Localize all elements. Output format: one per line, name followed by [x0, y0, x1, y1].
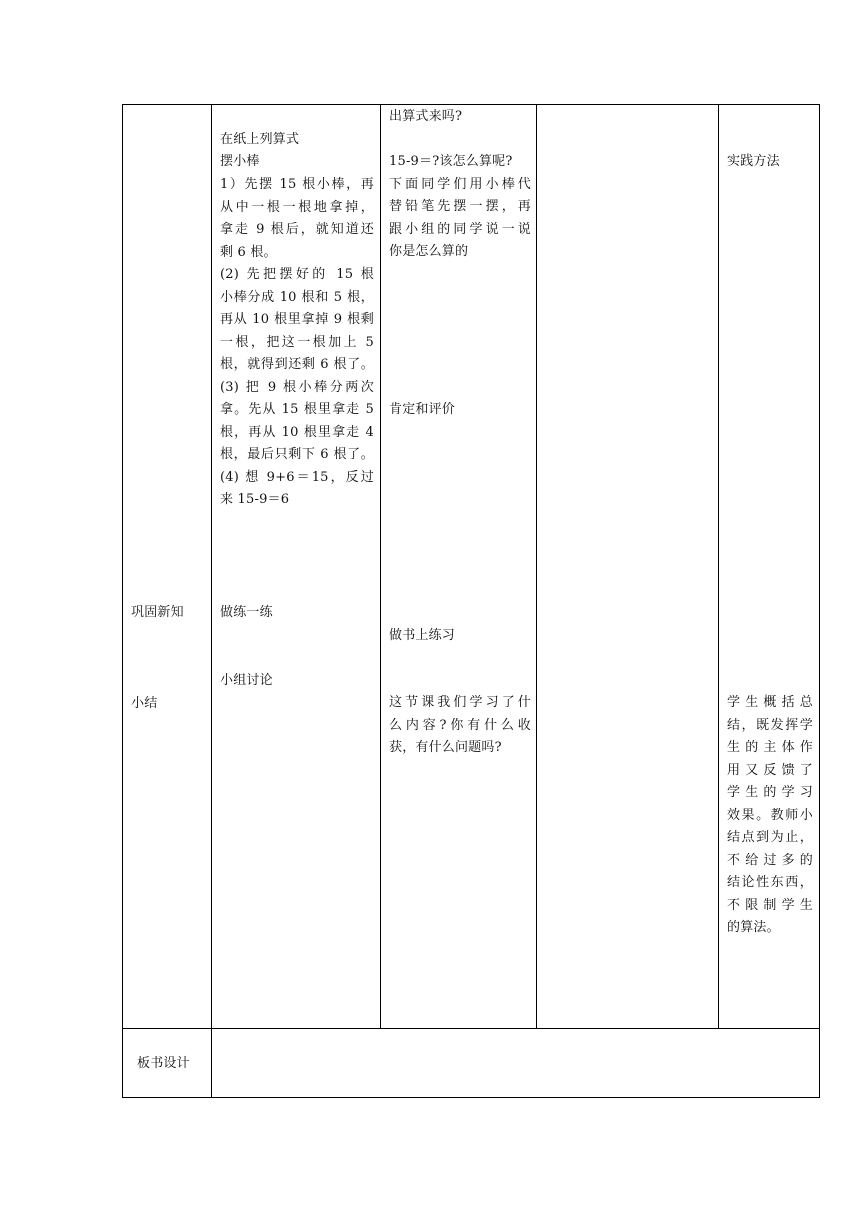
teacher-question-continued: 出算式来吗?	[389, 109, 463, 124]
teacher-question-block	[389, 151, 531, 264]
method-line: 再从 10 根里拿掉 9 根剩	[220, 312, 374, 327]
design-intent-line: 结点到为止，	[727, 830, 813, 845]
teacher-question-line: 替铅笔先摆一摆，再	[389, 199, 531, 214]
teacher-question-line: 15-9＝?该怎么算呢?	[389, 154, 513, 169]
design-intent-line: 不给过多的	[727, 852, 813, 868]
method-line: (2) 先把摆好的 15 根	[220, 267, 374, 282]
design-intent-practice-method: 实践方法	[727, 154, 780, 169]
student-activity-group-discussion: 小组讨论	[220, 673, 273, 688]
teacher-question-line: 跟小组的同学说一说	[389, 221, 531, 237]
method-line: 拿走 9 根后，就知道还	[220, 222, 374, 237]
method-line: 来 15-9＝6	[220, 492, 290, 507]
teacher-question-line: 你是怎么算的	[389, 244, 469, 259]
teacher-summary-line: 么内容?你有什么收	[389, 717, 531, 733]
method-line: 1）先摆 15 根小棒，再	[220, 177, 374, 192]
table-col-divider-1	[211, 104, 212, 1098]
teacher-affirm-evaluate: 肯定和评价	[389, 402, 456, 417]
section-label-consolidate: 巩固新知	[131, 605, 184, 620]
method-line: 从中一根一根地拿掉，	[220, 199, 374, 215]
method-list	[220, 174, 374, 512]
student-activity-practice: 做练一练	[220, 605, 273, 620]
table-row-divider	[122, 1028, 820, 1029]
table-top-border	[122, 104, 820, 105]
method-line: 小棒分成 10 根和 5 根，	[220, 289, 374, 305]
method-line: (3) 把 9 根小棒分两次	[220, 379, 374, 395]
method-line: 根，再从 10 根里拿走 4	[220, 424, 374, 440]
section-label-board-design: 板书设计	[137, 1056, 190, 1071]
teacher-summary-block	[389, 692, 531, 760]
table-left-border	[122, 104, 123, 1098]
teacher-summary-line: 获，有什么问题吗?	[389, 740, 502, 755]
method-line: 剩 6 根。	[220, 244, 277, 260]
method-line: 拿。先从 15 根里拿走 5	[220, 402, 374, 417]
design-intent-summary-block	[727, 692, 813, 940]
table-bottom-border	[122, 1097, 820, 1098]
design-intent-line: 的算法。	[727, 920, 780, 935]
table-col-divider-3	[536, 104, 537, 1029]
table-right-border	[819, 104, 820, 1098]
method-line: 一根，把这一根加上 5	[220, 334, 374, 350]
design-intent-line: 学生概括总	[727, 695, 813, 710]
section-label-summary: 小结	[131, 696, 158, 711]
teacher-summary-line: 这节课我们学习了什	[389, 695, 531, 710]
student-activity-sticks: 摆小棒	[220, 154, 260, 169]
design-intent-line: 结论性东西，	[727, 875, 813, 890]
table-col-divider-2	[380, 104, 381, 1029]
table-col-divider-4	[718, 104, 719, 1029]
student-activity-write-equation: 在纸上列算式	[220, 132, 300, 147]
design-intent-line: 用又反馈了	[727, 762, 813, 778]
method-line: (4) 想 9+6＝15，反过	[220, 469, 374, 485]
design-intent-line: 效果。教师小	[727, 807, 813, 823]
design-intent-line: 生的主体作	[727, 740, 813, 755]
method-line: 根，就得到还剩 6 根了。	[220, 357, 374, 372]
design-intent-line: 不限制学生	[727, 897, 813, 913]
design-intent-line: 结，既发挥学	[727, 717, 813, 733]
teacher-question-line: 下面同学们用小棒代	[389, 176, 531, 192]
design-intent-line: 学生的学习	[727, 785, 813, 800]
method-line: 根，最后只剩下 6 根了。	[220, 447, 374, 462]
teacher-book-practice: 做书上练习	[389, 628, 456, 643]
